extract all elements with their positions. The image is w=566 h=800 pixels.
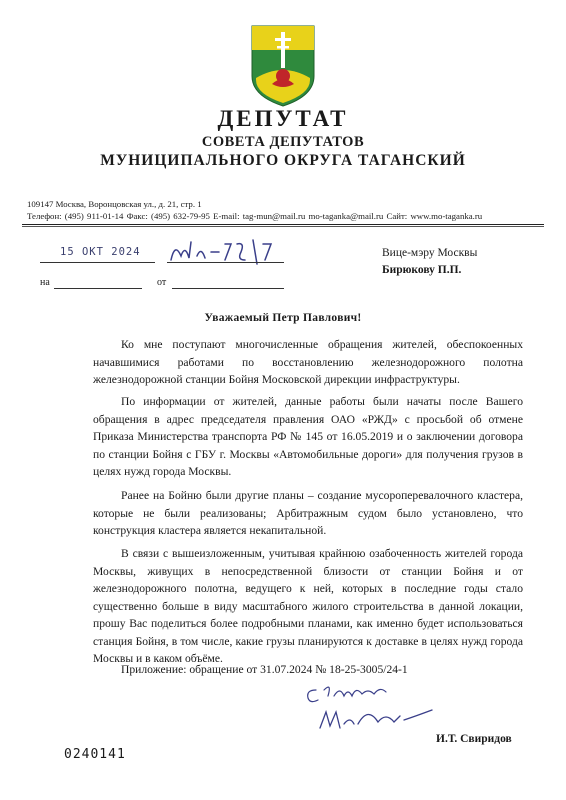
- na-label: на: [40, 277, 50, 288]
- letter-paragraph: По информации от жителей, данные работы были начаты после Вашего обращения в адрес председателя правления ОАО «РЖД» с просьбой об отмене Приказа Министерства транспорта РФ № 145 от 16.05.2019 и о заключении договора по станции Бойня с ГБУ г. Москвы «Автомобильные дороги» для получения грузов в целях нужд города Москвы.: [93, 395, 523, 478]
- letter-attachment: Приложение: обращение от 31.07.2024 № 18-25-3005/24-1: [121, 663, 408, 676]
- signer-name: И.Т. Свиридов: [436, 733, 512, 745]
- letterhead-rule: [22, 224, 544, 225]
- letter-greeting: Уважаемый Петр Павлович!: [204, 312, 362, 324]
- addressee-name: Бирюкову П.П.: [382, 264, 462, 276]
- ot-label: от: [157, 277, 167, 288]
- letterhead-district: МУНИЦИПАЛЬНОГО ОКРУГА ТАГАНСКИЙ: [100, 152, 466, 169]
- addressee-position: Вице-мэру Москвы: [382, 247, 478, 259]
- letter-paragraph: Ранее на Бойню были другие планы – создание мусороперевалочного кластера, которые не были реализованы; Арбитражным судом было установлено, что конструкция кластера является некапитальной.: [93, 489, 523, 537]
- handwritten-signature: [296, 676, 446, 744]
- coat-of-arms-emblem: [250, 24, 316, 108]
- letterhead-rule-thin: [22, 226, 544, 227]
- registration-date-stamp: 15 ОКТ 2024: [60, 246, 141, 258]
- handwritten-outgoing-number: [167, 236, 287, 268]
- letterhead-contacts: Телефон: (495) 911-01-14 Факс: (495) 632-79-95 E-mail: tag-mun@mail.ru mo-taganka@mail.ru Сайт: www.mo-taganka.ru: [27, 211, 483, 221]
- letterhead-address: 109147 Москва, Воронцовская ул., д. 21, стр. 1: [27, 199, 202, 209]
- letter-paragraph: Ко мне поступают многочисленные обращения жителей, обеспокоенных начавшимися работами по восстановлению железнодорожного полотна железнодорожной станции Бойня Московской дирекции инфраструктуры.: [93, 338, 523, 386]
- date-underline: [40, 262, 155, 263]
- registration-number: 0240141: [64, 747, 126, 762]
- number-underline: [167, 262, 284, 263]
- ot-underline: [172, 288, 284, 289]
- na-underline: [54, 288, 142, 289]
- letterhead-title: ДЕПУТАТ: [217, 106, 349, 131]
- letter-paragraph: В связи с вышеизложенным, учитывая крайнюю озабоченность жителей города Москвы, живущих в непосредственной близости от станции Бойня и от железнодорожного полотна, ведущего к ней, которых в последние годы стало существенно больше в виду масштабного жилого строительства в данной локации, прошу Вас поделиться более подробными планами, как именно будет использоваться станция Бойня, в том числе, какие грузы планируются к доставке в целях нужд города Москвы и в каком объёме.: [93, 547, 523, 665]
- letterhead-subtitle: СОВЕТА ДЕПУТАТОВ: [201, 134, 365, 150]
